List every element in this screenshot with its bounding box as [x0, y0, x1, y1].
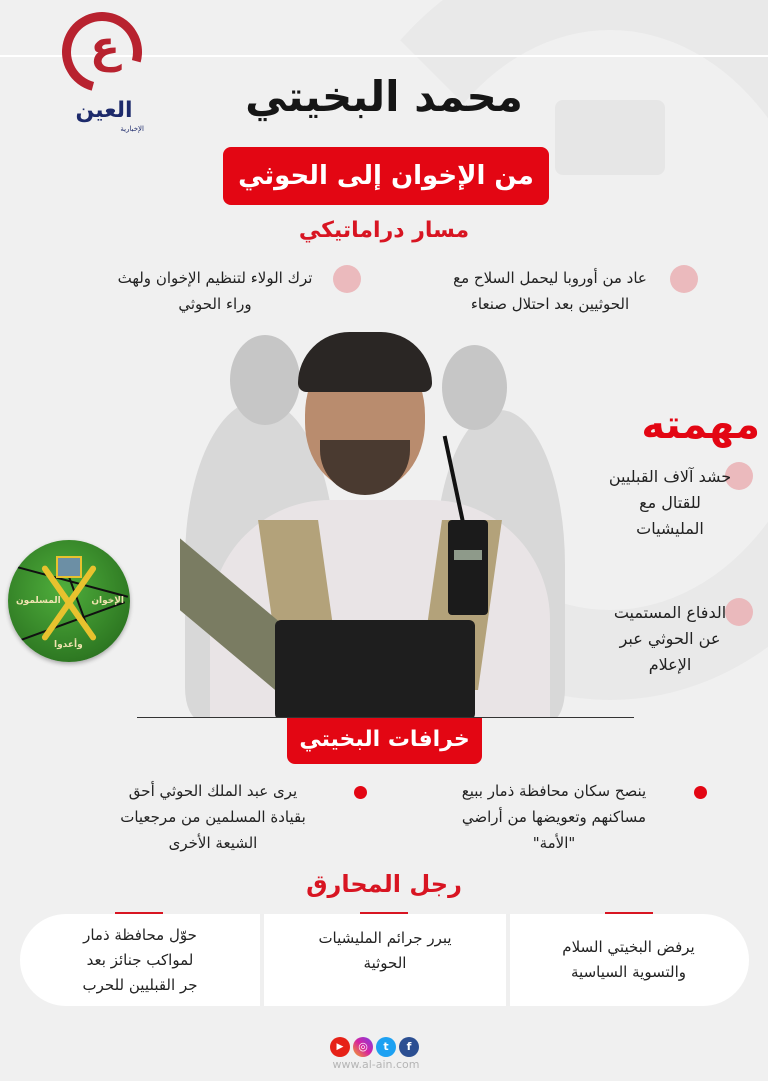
main-figure-hair: [298, 332, 432, 392]
mission-line: عن الحوثي عبر: [619, 629, 721, 648]
card-line: يرفض البخيتي السلام: [562, 938, 695, 956]
card-separator: [260, 914, 264, 1006]
subtitle-banner: من الإخوان إلى الحوثي: [223, 147, 549, 205]
bullet-dot-icon: [354, 786, 367, 799]
mission-line: الإعلام: [648, 655, 692, 674]
path-point: [70, 265, 360, 317]
portrait-photo: [180, 330, 580, 718]
logo-name: العين: [75, 98, 133, 123]
card-line: يبرر جرائم المليشيات: [318, 929, 452, 947]
card-line: حوّل محافظة ذمار: [83, 925, 197, 944]
arsonist-cards: [20, 914, 749, 1006]
card-line: الحوثية: [363, 954, 407, 972]
myth-item: [420, 778, 688, 856]
myth-line: بقيادة المسلمين من مرجعيات: [120, 808, 306, 826]
page-title: محمد البخيتي: [245, 72, 523, 121]
ghost-head-left: [230, 335, 300, 425]
mission-line: المليشيات: [636, 519, 704, 538]
al-ain-logo[interactable]: [58, 12, 148, 132]
radio-icon: [448, 520, 488, 615]
path-point-line: عاد من أوروبا ليحمل السلاح مع: [453, 269, 647, 287]
path-point: [405, 265, 695, 317]
card-line: جر القبليين للحرب: [82, 975, 198, 994]
rifle-body: [275, 620, 475, 718]
social-links: [330, 1037, 419, 1057]
myths-title-banner: خرافات البخيتي: [287, 718, 482, 764]
arsonist-card: [508, 914, 749, 1006]
myth-item: [78, 778, 348, 856]
facebook-icon[interactable]: f: [399, 1037, 419, 1057]
tagline: مسار دراماتيكي: [298, 218, 470, 243]
arsonist-card: [264, 914, 506, 1006]
myth-line: يرى عبد الملك الحوثي أحق: [128, 782, 298, 800]
logo-ain-glyph: ع: [89, 22, 121, 73]
bullet-dot-icon: [694, 786, 707, 799]
path-point-line: الحوثيين بعد احتلال صنعاء: [470, 295, 630, 313]
mission-item: [585, 600, 755, 678]
emblem-text-bottom: وأعدوا: [54, 640, 83, 650]
card-line: والتسوية السياسية: [571, 963, 686, 981]
myth-line: "الأمة": [532, 834, 576, 852]
emblem-text-right: الإخوان: [91, 596, 124, 606]
arsonist-title: رجل المحارق: [306, 870, 462, 898]
main-figure-beard: [320, 440, 410, 495]
mission-line: للقتال مع: [639, 493, 701, 512]
instagram-icon[interactable]: ◎: [353, 1037, 373, 1057]
myth-line: ينصح سكان محافظة ذمار ببيع: [461, 782, 647, 800]
card-separator: [506, 914, 510, 1006]
myth-line: مساكنهم وتعويضها من أراضي: [461, 808, 647, 826]
mission-title: مهمته: [641, 402, 760, 448]
mission-line: الدفاع المستميت: [613, 603, 727, 622]
path-point-line: وراء الحوثي: [178, 295, 252, 313]
arsonist-card: [20, 914, 260, 1006]
radio-screen: [454, 550, 482, 560]
website-link[interactable]: www.al-ain.com: [332, 1058, 420, 1071]
book-icon: [56, 556, 82, 578]
emblem-text-left: المسلمون: [16, 596, 61, 606]
mission-line: حشد آلاف القبليين: [608, 467, 732, 486]
card-line: لمواكب جنائز بعد: [86, 950, 194, 969]
logo-subtitle: الإخبارية: [120, 125, 144, 133]
twitter-icon[interactable]: t: [376, 1037, 396, 1057]
muslim-brotherhood-emblem: [8, 540, 130, 662]
myth-line: الشيعة الأخرى: [168, 834, 258, 852]
mission-item: [585, 464, 755, 542]
youtube-icon[interactable]: ▶: [330, 1037, 350, 1057]
path-point-line: ترك الولاء لتنظيم الإخوان ولهث: [117, 269, 313, 287]
ghost-head-right: [442, 345, 507, 430]
